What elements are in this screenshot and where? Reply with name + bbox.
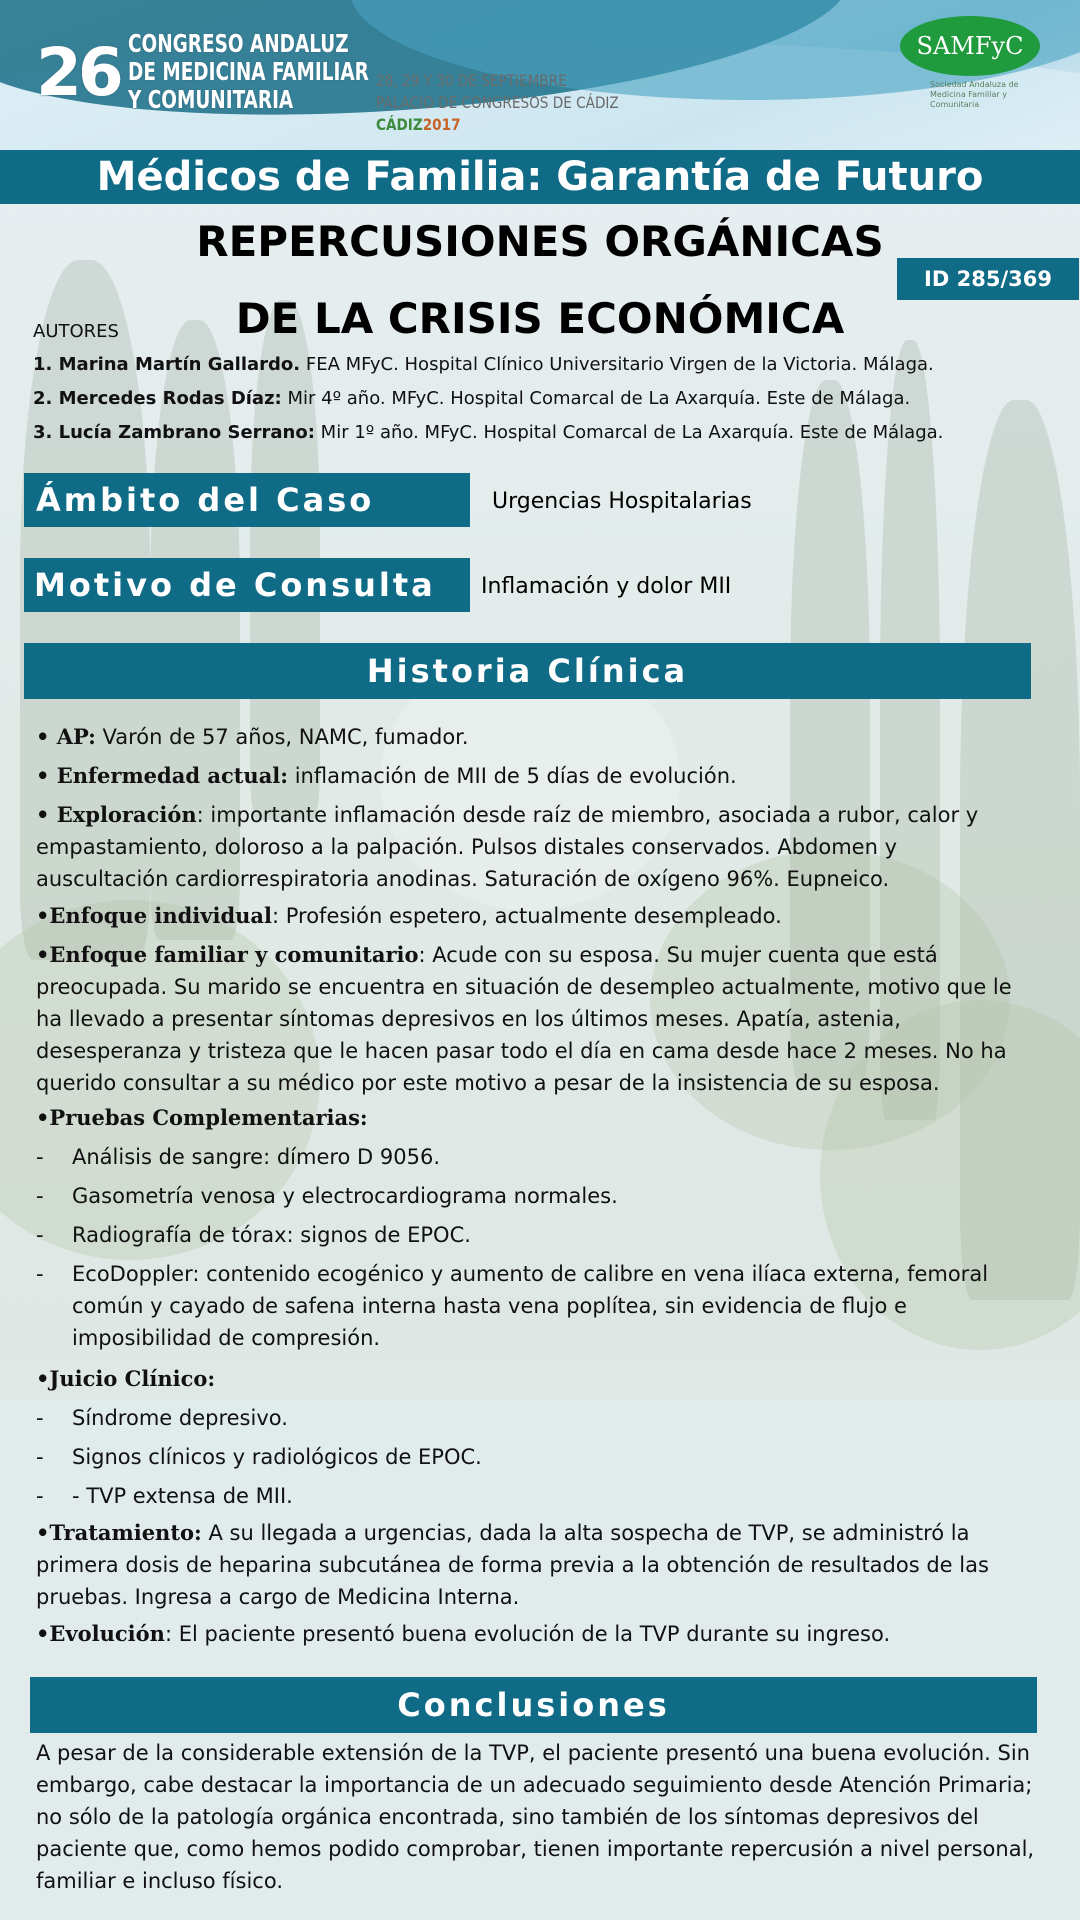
tratamiento-paragraph [36, 1517, 1036, 1613]
samfyc-logo-subtitle: Sociedad Andaluza de Medicina Familiar y Comunitaria [930, 80, 1019, 109]
congress-dates: 28, 29 Y 30 DE SEPTIEMBRE [376, 71, 567, 90]
exp-text: : importante inflamación desde raíz de miembro, asociada a rubor, calor y empastamiento, doloroso a la palpación. Pulsos distales conservados. Abdomen y auscultación cardiorrespiratoria anodinas. Saturación de oxígeno 96%. Eupneico. [36, 803, 979, 891]
author-name: 3. Lucía Zambrano Serrano: [33, 422, 315, 443]
exp-key: • Exploración [36, 802, 197, 827]
list-item: - Radiografía de tórax: signos de EPOC. [36, 1223, 471, 1247]
ambito-value: Urgencias Hospitalarias [492, 489, 752, 514]
congress-header [0, 0, 1080, 150]
congress-line-2: DE MEDICINA FAMILIAR [127, 57, 369, 86]
author-1 [33, 354, 934, 375]
poster-title-line-1: REPERCUSIONES ORGÁNICAS [196, 217, 884, 266]
id-badge: ID 285/369 [897, 258, 1079, 300]
evolucion-paragraph [36, 1618, 1036, 1650]
ea-key: • Enfermedad actual: [36, 763, 289, 788]
congress-city: CÁDIZ [376, 115, 423, 134]
author-2 [33, 388, 910, 409]
list-item: - Gasometría venosa y electrocardiograma normales. [36, 1184, 618, 1208]
list-item: - EcoDoppler: contenido ecogénico y aumento de calibre en vena ilíaca externa, femoral común y cayado de safena interna hasta vena poplítea, sin evidencia de flujo e imposibilidad de compresión. [36, 1262, 989, 1350]
motivo-label: Motivo de Consulta [24, 558, 470, 612]
enfoque-individual-paragraph [36, 900, 1036, 932]
congress-line-3: Y COMUNITARIA [127, 85, 294, 114]
list-item: - Síndrome depresivo. [36, 1406, 288, 1430]
ambito-label: Ámbito del Caso [24, 473, 470, 527]
ev-text: : El paciente presentó buena evolución de la TVP durante su ingreso. [164, 1622, 891, 1646]
congress-info [376, 70, 619, 136]
pruebas-heading [36, 1102, 1036, 1134]
enfermedad-actual-paragraph [36, 760, 1036, 792]
congress-year: 2017 [422, 115, 461, 134]
list-item: - Signos clínicos y radiológicos de EPOC. [36, 1445, 482, 1469]
conclusiones-text: A pesar de la considerable extensión de la TVP, el paciente presentó una buena evolución. Sin embargo, cabe destacar la importancia de un adecuado seguimiento desde Atención Primaria; no sólo de la patología orgánica encontrada, sino también de los síntomas depresivos del paciente que, como hemos podido comprobar, tienen importante repercusión a nivel personal, familiar e incluso físico. [36, 1741, 1035, 1893]
list-item: - Análisis de sangre: dímero D 9056. [36, 1145, 441, 1169]
author-name: 1. Marina Martín Gallardo. [33, 354, 301, 375]
congress-logo [36, 30, 422, 114]
efc-text: : Acude con su esposa. Su mujer cuenta que está preocupada. Su marido se encuentra en situación de desempleo actualmente, motivo que le ha llevado a presentar síntomas depresivos en los últimos meses. Apatía, astenia, desesperanza y tristeza que le hacen pasar todo el día en cama desde hace 2 meses. No ha querido consultar a su médico por este motivo a pesar de la insistencia de su esposa. [36, 943, 1012, 1095]
congress-line-1: CONGRESO ANDALUZ [127, 29, 349, 58]
historia-clinica-header: Historia Clínica [24, 643, 1031, 699]
ei-key: •Enfoque individual [36, 903, 272, 928]
samfyc-logo: SAMFyC [900, 16, 1040, 76]
author-detail: FEA MFyC. Hospital Clínico Universitario Virgen de la Victoria. Málaga. [300, 354, 934, 375]
congress-number: 26 [36, 33, 120, 111]
ev-key: •Evolución [36, 1621, 165, 1646]
authors-label: AUTORES [33, 321, 119, 342]
author-detail: Mir 4º año. MFyC. Hospital Comarcal de La Axarquía. Este de Málaga. [281, 388, 911, 409]
ea-text: inflamación de MII de 5 días de evolución. [288, 764, 737, 788]
ei-text: : Profesión espetero, actualmente desempleado. [271, 904, 782, 928]
ap-paragraph [36, 721, 1036, 753]
jc-key: •Juicio Clínico: [36, 1366, 216, 1391]
tr-key: •Tratamiento: [36, 1520, 202, 1545]
author-detail: Mir 1º año. MFyC. Hospital Comarcal de La Axarquía. Este de Málaga. [314, 422, 944, 443]
ap-text: Varón de 57 años, NAMC, fumador. [95, 725, 469, 749]
poster-title-line-2: DE LA CRISIS ECONÓMICA [235, 294, 845, 343]
efc-key: •Enfoque familiar y comunitario [36, 942, 419, 967]
juicio-heading [36, 1363, 1036, 1395]
enfoque-familiar-paragraph [36, 939, 1036, 1099]
tr-text: A su llegada a urgencias, dada la alta sospecha de TVP, se administró la primera dosis de heparina subcutánea de forma previa a la obtención de resultados de las pruebas. Ingresa a cargo de Medicina Interna. [36, 1521, 989, 1609]
list-item: - - TVP extensa de MII. [36, 1484, 293, 1508]
ap-key: • AP: [36, 724, 96, 749]
pc-key: •Pruebas Complementarias: [36, 1105, 368, 1130]
author-name: 2. Mercedes Rodas Díaz: [33, 388, 282, 409]
motivo-value: Inflamación y dolor MII [481, 574, 732, 599]
slogan-banner: Médicos de Familia: Garantía de Futuro [0, 150, 1080, 204]
conclusiones-header: Conclusiones [30, 1677, 1037, 1733]
exploracion-paragraph [36, 799, 1036, 895]
author-3 [33, 422, 943, 443]
congress-venue: PALACIO DE CONGRESOS DE CÁDIZ [376, 93, 619, 112]
